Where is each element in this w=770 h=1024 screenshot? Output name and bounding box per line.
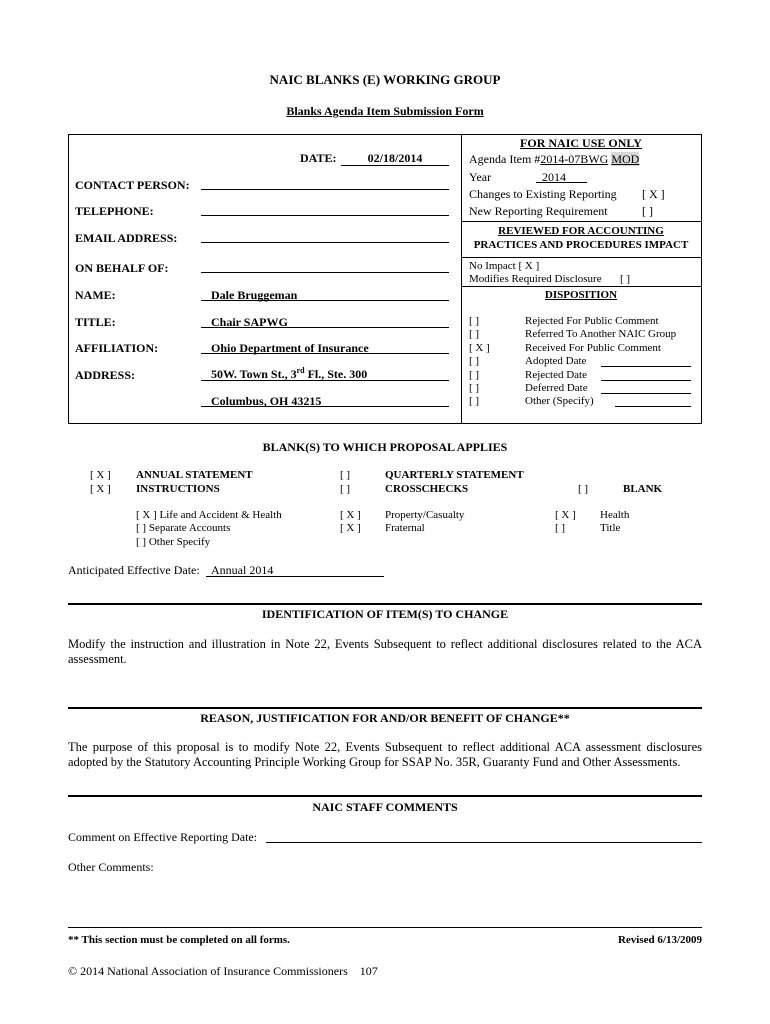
disposition-item[interactable]: [ ] Rejected For Public Comment — [469, 315, 659, 327]
quarterly-statement-label: QUARTERLY STATEMENT — [385, 469, 524, 481]
effective-date-label: Anticipated Effective Date: — [68, 563, 200, 577]
address-line-2[interactable]: Columbus, OH 43215 — [211, 394, 322, 408]
telephone-field[interactable] — [201, 215, 449, 216]
revised-date: Revised 6/13/2009 — [617, 934, 702, 946]
agenda-item: Agenda Item #2014-07BWG MOD — [469, 152, 640, 166]
annual-statement-checkbox[interactable]: [ X ] — [90, 469, 111, 481]
disposition-heading: DISPOSITION — [544, 289, 618, 301]
naic-divider-1 — [461, 221, 701, 222]
new-requirement-checkbox[interactable]: [ ] — [642, 204, 653, 218]
other-comments-label: Other Comments: — [68, 860, 154, 874]
annual-statement-label: ANNUAL STATEMENT — [136, 469, 253, 481]
effective-comment-field[interactable] — [266, 842, 702, 843]
affiliation-value[interactable]: Ohio Department of Insurance — [211, 341, 369, 355]
modifies-disclosure-checkbox[interactable]: [ ] — [620, 273, 631, 285]
health-label: Health — [600, 509, 630, 521]
page-number: 107 — [359, 964, 378, 978]
crosschecks-checkbox[interactable]: [ ] — [340, 483, 351, 495]
naic-divider-3 — [461, 286, 701, 287]
title-value[interactable]: Chair SAPWG — [211, 315, 288, 329]
blank-checkbox[interactable]: [ ] — [578, 483, 589, 495]
form-title: NAIC BLANKS (E) WORKING GROUP — [269, 72, 501, 87]
blanks-heading: BLANK(S) TO WHICH PROPOSAL APPLIES — [262, 440, 508, 454]
disposition-item[interactable]: [ ] Adopted Date — [469, 355, 699, 368]
staff-comments-heading: NAIC STAFF COMMENTS — [312, 800, 458, 814]
property-casualty-label: Property/Casualty — [385, 509, 465, 521]
fraternal-checkbox[interactable]: [ X ] — [340, 522, 361, 534]
affiliation-label: AFFILIATION: — [75, 341, 159, 355]
staff-separator — [68, 795, 702, 797]
effective-date-value[interactable]: Annual 2014 — [211, 563, 274, 577]
instructions-checkbox[interactable]: [ X ] — [90, 483, 111, 495]
contact-person-field[interactable] — [201, 189, 449, 190]
contact-person-label: CONTACT PERSON: — [75, 178, 190, 192]
changes-existing-checkbox[interactable]: [ X ] — [642, 187, 665, 201]
identification-text: Modify the instruction and illustration in Note 22, Events Subsequent to reflect additional disclosures related to the ACA assessment. — [68, 637, 702, 666]
quarterly-statement-checkbox[interactable]: [ ] — [340, 469, 351, 481]
reason-text: The purpose of this proposal is to modify Note 22, Events Subsequent to reflect additional ACA assessment disclosures adopted by the Statutory Accounting Principle Working Group for SSAP No. 35R, Guaranty Fund and Other Assessments. — [68, 740, 702, 769]
reason-separator — [68, 707, 702, 709]
reviewed-heading-1: REVIEWED FOR ACCOUNTING — [498, 225, 664, 237]
email-label: EMAIL ADDRESS: — [75, 231, 178, 245]
separate-accounts-checkbox[interactable]: [ ] Separate Accounts — [136, 522, 231, 534]
identification-separator — [68, 603, 702, 605]
date-label: DATE: — [300, 151, 337, 165]
fraternal-label: Fraternal — [385, 522, 425, 534]
health-checkbox[interactable]: [ X ] — [555, 509, 576, 521]
form-subtitle: Blanks Agenda Item Submission Form — [286, 104, 484, 118]
effective-comment-label: Comment on Effective Reporting Date: — [68, 830, 258, 844]
footer-separator — [68, 927, 702, 928]
address-line-1[interactable]: 50W. Town St., 3rd Fl., Ste. 300 — [211, 366, 368, 381]
blank-label: BLANK — [623, 483, 663, 495]
copyright: © 2014 National Association of Insurance Commissioners 107 — [68, 964, 378, 978]
disposition-list — [469, 315, 699, 409]
naic-use-heading: FOR NAIC USE ONLY — [520, 136, 642, 150]
name-label: NAME: — [75, 288, 116, 302]
new-requirement-label: New Reporting Requirement — [469, 204, 608, 218]
disposition-item[interactable]: [ ] Rejected Date — [469, 369, 699, 382]
crosschecks-label: CROSSCHECKS — [385, 483, 469, 495]
disposition-item[interactable]: [ ] Deferred Date — [469, 382, 699, 395]
title-checkbox[interactable]: [ ] — [555, 522, 566, 534]
reviewed-heading-2: PRACTICES AND PROCEDURES IMPACT — [473, 239, 689, 251]
title-blank-label: Title — [600, 522, 621, 534]
changes-existing-label: Changes to Existing Reporting — [469, 187, 617, 201]
address-label: ADDRESS: — [75, 368, 136, 382]
email-field[interactable] — [201, 242, 449, 243]
other-specify-checkbox[interactable]: [ ] Other Specify — [136, 536, 211, 548]
date-value[interactable]: 02/18/2014 — [367, 151, 423, 165]
year-label: Year — [469, 170, 492, 184]
property-casualty-checkbox[interactable]: [ X ] — [340, 509, 361, 521]
identification-heading: IDENTIFICATION OF ITEM(S) TO CHANGE — [261, 607, 509, 621]
modifies-disclosure-label: Modifies Required Disclosure — [469, 273, 602, 285]
footer-note: ** This section must be completed on all forms. — [68, 934, 290, 946]
no-impact-checkbox[interactable]: No Impact [ X ] — [469, 260, 540, 272]
on-behalf-field[interactable] — [201, 272, 449, 273]
name-value[interactable]: Dale Bruggeman — [211, 288, 298, 302]
title-label: TITLE: — [75, 315, 116, 329]
telephone-label: TELEPHONE: — [75, 204, 154, 218]
reason-heading: REASON, JUSTIFICATION FOR AND/OR BENEFIT OF CHANGE** — [200, 711, 570, 725]
disposition-item[interactable]: [ ] Other (Specify) — [469, 395, 699, 408]
disposition-item[interactable]: [ ] Referred To Another NAIC Group — [469, 328, 677, 341]
year-value: 2014 — [542, 170, 566, 184]
on-behalf-label: ON BEHALF OF: — [75, 261, 169, 275]
disposition-item[interactable]: [ X ] Received For Public Comment — [469, 341, 661, 354]
instructions-label: INSTRUCTIONS — [136, 483, 220, 495]
naic-divider-2 — [461, 257, 701, 258]
life-checkbox[interactable]: [ X ] Life and Accident & Health — [136, 509, 282, 521]
box-divider — [461, 135, 462, 423]
